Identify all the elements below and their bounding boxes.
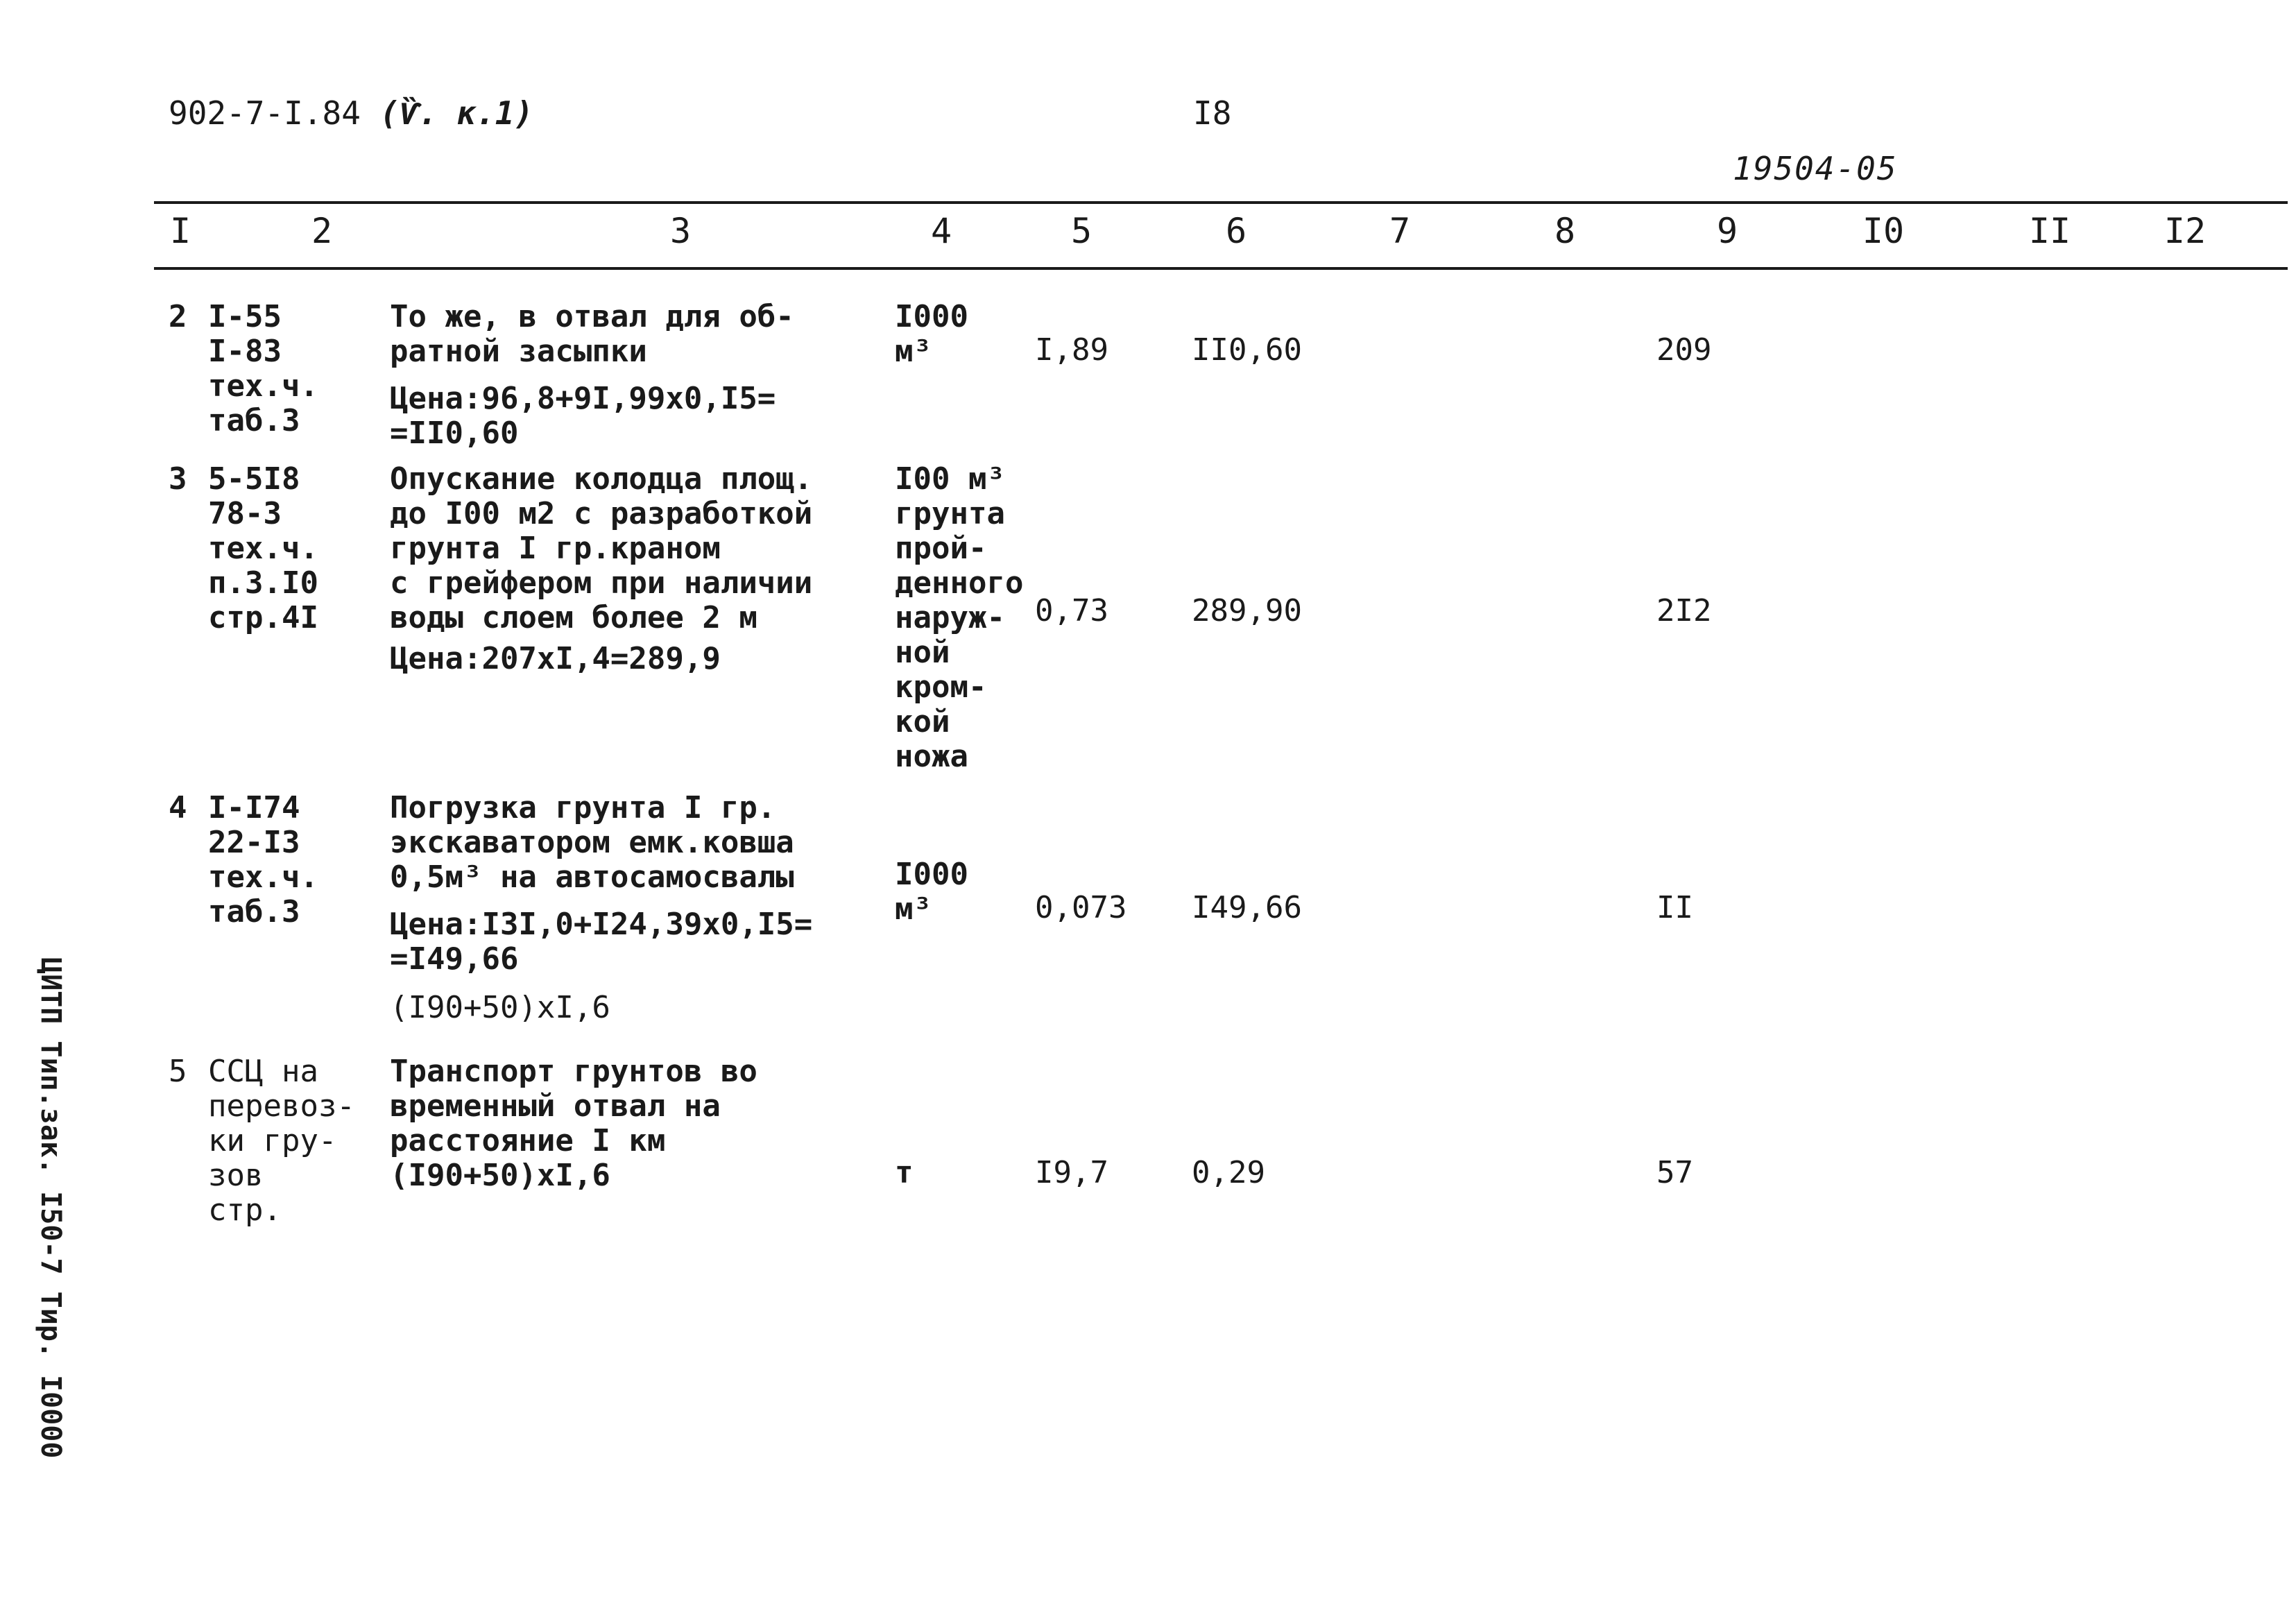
row-number: 3	[169, 461, 187, 497]
table-header-rule	[154, 267, 2288, 270]
column-header-12: I2	[2164, 211, 2207, 251]
unit-of-measure: т	[895, 1155, 914, 1190]
column-header-11: II	[2028, 211, 2071, 251]
work-description: Опускание колодца площ. до I00 м2 с разработкой грунта I гр.краном с грейфером при наличии воды слоем более 2 м	[390, 461, 813, 635]
price-formula: (I90+50)хI,6	[390, 990, 610, 1025]
unit-of-measure: I000 м³	[895, 857, 968, 927]
inventory-number: 19504-05	[1733, 150, 1898, 187]
column-header-7: 7	[1389, 211, 1411, 251]
rate-reference: ССЦ на перевоз- ки гру- зов стр.	[208, 1054, 355, 1228]
table-top-rule	[154, 201, 2288, 204]
quantity: I9,7	[1035, 1155, 1108, 1190]
printing-stamp: ЦИТП Тип.зак. I50-7 Тир. I0000	[35, 957, 67, 1459]
column-header-6: 6	[1225, 211, 1247, 251]
column-header-9: 9	[1716, 211, 1738, 251]
quantity: 0,073	[1035, 890, 1127, 925]
document-code-number: 902-7-I.84	[169, 94, 361, 132]
unit-cost: 289,90	[1192, 593, 1302, 628]
page-number: I8	[1193, 94, 1232, 132]
rate-reference: 5-5I8 78-3 тех.ч. п.3.I0 стр.4I	[208, 461, 318, 635]
column-header-8: 8	[1554, 211, 1576, 251]
total-cost: II	[1656, 890, 1693, 925]
unit-of-measure: I000 м³	[895, 299, 968, 369]
price-calculation: Цена:I3I,0+I24,39х0,I5= =I49,66	[390, 907, 813, 977]
column-header-4: 4	[930, 211, 952, 251]
row-number: 5	[169, 1054, 187, 1089]
row-number: 2	[169, 299, 187, 334]
document-code-note: (Ѷ. к.1)	[379, 94, 534, 132]
unit-cost: I49,66	[1192, 890, 1302, 925]
column-header-2: 2	[311, 211, 333, 251]
row-number: 4	[169, 790, 187, 825]
quantity: I,89	[1035, 332, 1108, 368]
column-header-3: 3	[669, 211, 692, 251]
unit-cost: II0,60	[1192, 332, 1302, 368]
column-header-1: I	[169, 211, 191, 251]
rate-reference: I-I74 22-I3 тех.ч. таб.3	[208, 790, 318, 930]
column-header-5: 5	[1070, 211, 1093, 251]
column-header-10: I0	[1862, 211, 1905, 251]
rate-reference: I-55 I-83 тех.ч. таб.3	[208, 299, 318, 438]
work-description: Погрузка грунта I гр. экскаватором емк.ковша 0,5м³ на автосамосвалы	[390, 790, 794, 895]
total-cost: 209	[1656, 332, 1712, 368]
work-description: То же, в отвал для об- ратной засыпки	[390, 299, 794, 369]
document-code	[169, 94, 533, 134]
unit-of-measure: I00 м³ грунта прой- денного наруж- ной кром- кой ножа	[895, 461, 1024, 774]
work-description: Транспорт грунтов во временный отвал на расстояние I км (I90+50)хI,6	[390, 1054, 757, 1193]
unit-cost: 0,29	[1192, 1155, 1265, 1190]
total-cost: 2I2	[1656, 593, 1712, 628]
price-calculation: Цена:207хI,4=289,9	[390, 641, 721, 676]
price-calculation: Цена:96,8+9I,99х0,I5= =II0,60	[390, 381, 776, 451]
total-cost: 57	[1656, 1155, 1693, 1190]
quantity: 0,73	[1035, 593, 1108, 628]
